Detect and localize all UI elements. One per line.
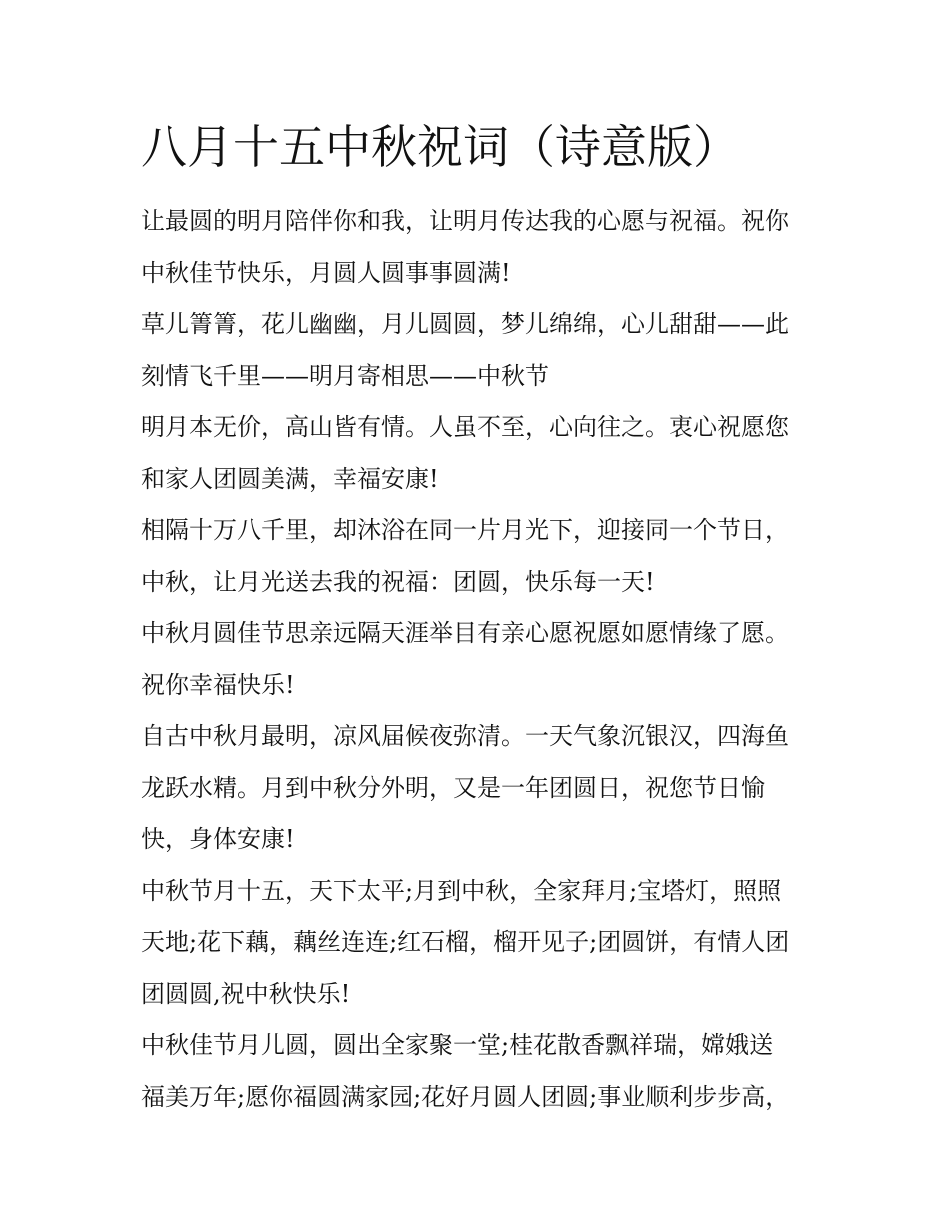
text-line: 天地;花下藕，藕丝连连;红石榴，榴开见子;团圆饼，有情人团 — [141, 928, 790, 956]
text-line: 中秋月圆佳节思亲远隔天涯举目有亲心愿祝愿如愿情缘了愿。 — [141, 619, 789, 647]
text-line: 福美万年;愿你福圆满家园;花好月圆人团圆;事业顺利步步高， — [141, 1082, 790, 1111]
text-line: 中秋，让月光送去我的祝福：团圆，快乐每一天! — [141, 567, 655, 596]
text-line: 和家人团圆美满，幸福安康! — [141, 464, 439, 493]
text-line: 让最圆的明月陪伴你和我，让明月传达我的心愿与祝福。祝你 — [141, 207, 789, 235]
document-body — [141, 196, 813, 1123]
text-line: 中秋佳节快乐，月圆人圆事事圆满! — [141, 258, 511, 287]
text-line: 明月本无价，高山皆有情。人虽不至，心向往之。衷心祝愿您 — [141, 413, 789, 441]
text-line: 刻情飞千里——明月寄相思——中秋节 — [141, 361, 549, 390]
text-line: 自古中秋月最明，凉风届候夜弥清。一天气象沉银汉，四海鱼 — [141, 722, 789, 750]
text-line: 相隔十万八千里，却沐浴在同一片月光下，迎接同一个节日， — [141, 516, 789, 544]
text-line: 龙跃水精。月到中秋分外明，又是一年团圆日，祝您节日愉 — [141, 773, 765, 802]
text-line: 团圆圆,祝中秋快乐! — [141, 979, 351, 1008]
text-line: 祝你幸福快乐! — [141, 670, 295, 699]
document-title: 八月十五中秋祝词（诗意版） — [141, 120, 739, 174]
text-line: 草儿箐箐，花儿幽幽，月儿圆圆，梦儿绵绵，心儿甜甜——此 — [141, 310, 789, 338]
text-line: 中秋节月十五，天下太平;月到中秋，全家拜月;宝塔灯，照照 — [141, 876, 782, 905]
text-line: 中秋佳节月儿圆，圆出全家聚一堂;桂花散香飘祥瑞，嫦娥送 — [141, 1031, 774, 1059]
text-line: 快，身体安康! — [141, 825, 295, 853]
